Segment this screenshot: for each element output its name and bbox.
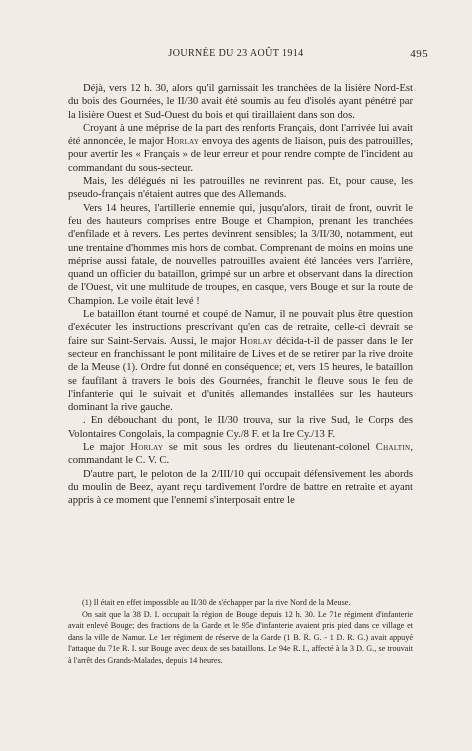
- paragraph: Croyant à une méprise de la part des renforts Français, dont l'arrivée lui avait été annoncée, le major Horlay envoya des agents de liaison, puis des patrouilles, pour avertir les « Français » de leur erreur et pour rendre compte de l'incident au commandant du sous-secteur.: [68, 122, 413, 174]
- page-number: 495: [410, 48, 428, 60]
- paragraph: Mais, les délégués ni les patrouilles ne revinrent pas. Et, pour cause, les pseudo-français n'étaient autres que des Allemands.: [68, 176, 413, 201]
- paragraph: Le bataillon étant tourné et coupé de Namur, il ne pouvait plus être question d'exécuter les instructions prescrivant qu'en cas de retraite, celle-ci devrait se faire sur Saint-Servais. Aussi, le major Horlay décida-t-il de passer dans le Ier secteur en franchissant le pont militaire de Lives et de se retirer par la rive droite de la Meuse (1). Ordre fut donné en conséquence; et, vers 15 heures, le bataillon se faufilant à travers le bois des Gournées, franchit le fleuve sous le feu de l'infanterie qui le suivait et d'unités allemandes installées sur les hauteurs dominant la rive gauche.: [68, 309, 414, 414]
- paragraph: . En débouchant du pont, le II/30 trouva, sur la rive Sud, le Corps des Volontaires Congolais, la compagnie Cy./8 F. et la Ire Cy./13 F.: [68, 415, 413, 440]
- paragraph: D'autre part, le peloton de la 2/III/10 qui occupait défensivement les abords du moulin de Beez, ayant reçu tardivement l'ordre de battre en retraite et ayant appris à ce moment que l'ennemi s'interposait entre le: [68, 468, 413, 507]
- surname: Horlay: [130, 442, 164, 454]
- surname: Horlay: [239, 335, 273, 347]
- surname: Horlay: [166, 136, 200, 148]
- page-header: [36, 48, 436, 62]
- paragraph: Déjà, vers 12 h. 30, alors qu'il garnissait les tranchées de la lisière Nord-Est du bois des Gournées, le II/30 avait été soumis au feu d'isolés ayant pénétré par la lisière Ouest et Sud-Ouest du bois et qui tiraillaient dans son dos.: [68, 83, 413, 121]
- surname: Chaltin: [375, 442, 411, 454]
- footnotes: [68, 597, 413, 667]
- footnote: On sait que la 38 D. I. occupait la région de Bouge depuis 12 h. 30. Le 71e régiment d'infanterie avait enlevé Bouge; des fractions de la Garde et le 95e d'infanterie avaient pris pied dans ce village et dans la ville de Namur. Le 1er régiment de réserve de la Garde (1 B. R. G. - 1 D. R. G.) avait appuyé l'attaque du 71e R. I. sur Bouge avec deux de ses bataillons. Le 94e R. I., affecté à la 3 D. G., se trouvait à l'arrêt des Grands-Malades, depuis 14 heures.: [68, 609, 413, 665]
- footnote: (1) Il était en effet impossible au II/30 de s'échapper par la rive Nord de la Meuse.: [82, 598, 351, 607]
- body-text: [68, 82, 413, 508]
- running-title: JOURNÉE DU 23 AOÛT 1914: [168, 48, 304, 59]
- paragraph: Vers 14 heures, l'artillerie ennemie qui, jusqu'alors, tirait de front, ouvrit le feu des hauteurs comprises entre Bouge et Champion, prenant les tranchées d'enfilade et à revers. Les pertes devinrent sensibles; la 3/II/30, notamment, eut une trentaine d'hommes mis hors de combat. Comprenant de moins en moins une méprise aussi fatale, de nouvelles patrouilles avaient été lancées vers l'arrière, quand un officier du bataillon, grimpé sur un arbre et observant dans la direction de l'Ouest, vit une multitude de troupes, en casque, vers Bouge et sur la route de Champion. Le voile était levé !: [68, 202, 413, 307]
- paragraph: Le major Horlay se mit sous les ordres du lieutenant-colonel Chaltin, commandant le C. V. C.: [68, 442, 414, 467]
